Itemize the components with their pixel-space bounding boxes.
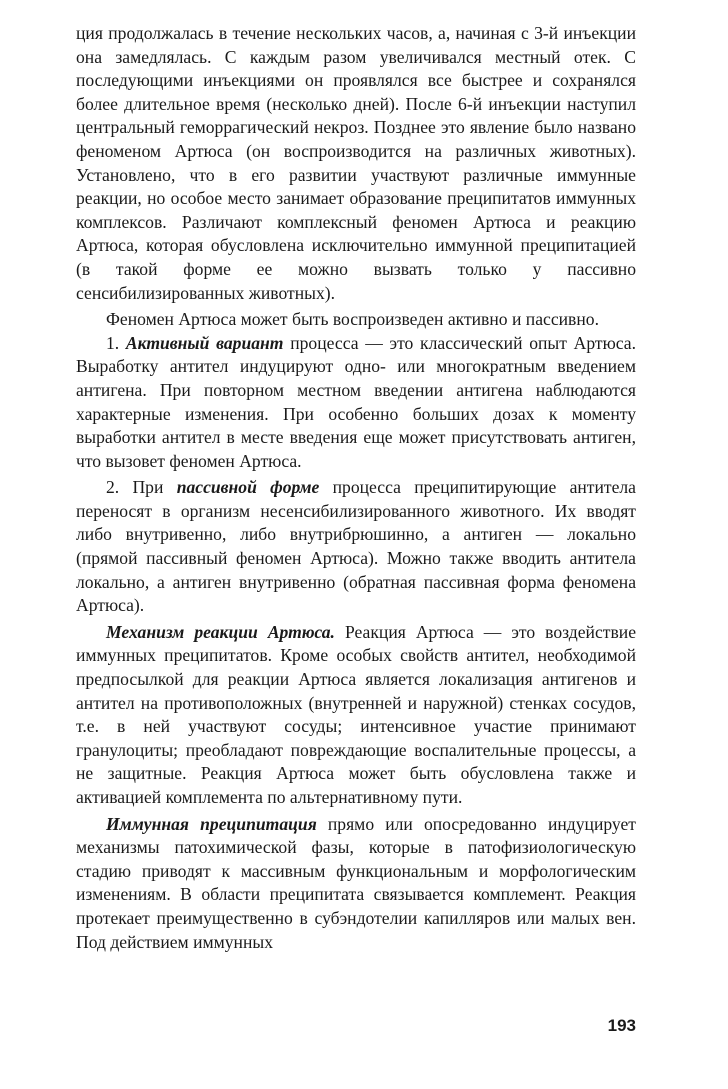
paragraph-text: процесса преципитирующие антитела переносят в организм несенсибилизированного животного. Их вводят либо внутривенно, либо внутрибрюшинно, а антиген — локально (прямой пассивный феномен Артюса). Можно также вводить антитела локально, а антиген внутривенно (обратная пассивная форма феномена Артюса). (76, 477, 636, 616)
paragraph-continuation (76, 22, 636, 305)
paragraph-text: ция продолжалась в течение нескольких часов, а, начиная с 3-й инъекции она замедлялась. С каждым разом увеличивался местный отек. С последующими инъекциями он проявлялся все быстрее и сохранялся более длительное время (несколько дней). После 6-й инъекции наступил центральный геморрагический некроз. Позднее это явление было названо феноменом Артюса (он воспроизводится на различных животных). Установлено, что в его развитии участвуют различные иммунные реакции, но особое место занимает образование преципитатов иммунных комплексов. Различают комплексный феномен Артюса и реакцию Артюса, которая обусловлена исключительно иммунной преципитацией (в такой форме ее можно вызвать только у пассивно сенсибилизированных животных). (76, 23, 636, 303)
emphasis-term: Иммунная преципитация (106, 813, 317, 834)
paragraph-phenomenon-forms (76, 308, 636, 332)
paragraph-text: Феномен Артюса может быть воспроизведен активно и пассивно. (106, 309, 599, 330)
section-heading-inline: Механизм реакции Артюса. (106, 621, 335, 642)
emphasis-term: Активный вариант (125, 332, 284, 353)
page-body (76, 22, 636, 954)
paragraph-text: прямо или опосредованно индуцирует механизмы патохимической фазы, которые в патофизиологическую стадию приводят к массивным функциональным и морфологическим изменениям. В области преципитата связывается комплемент. Реакция протекает преимущественно в субэндотелии капилляров или малых вен. Под действием иммунных (76, 813, 636, 952)
page-number: 193 (607, 1016, 636, 1035)
paragraph-immune-precipitation (76, 813, 636, 955)
paragraph-active-variant (76, 332, 636, 474)
list-number: 1. (106, 332, 126, 353)
emphasis-term: пассивной форме (176, 477, 320, 498)
paragraph-text: процесса — это классический опыт Артюса. Выработку антител индуцируют одно- или многократным введением антигена. При повторном местном введении антигена наблюдаются характерные изменения. При особенно больших дозах к моменту выработки антител в месте введения еще может присутствовать антиген, что вызовет феномен Артюса. (76, 332, 636, 471)
list-number: 2. При (106, 477, 177, 498)
paragraph-text: Реакция Артюса — это воздействие иммунных преципитатов. Кроме особых свойств антител, необходимой предпосылкой для реакции Артюса является локализация антигенов и антител на противоположных (внутренней и наружной) стенках сосудов, т.е. в ней участвуют сосуды; интенсивное участие принимают гранулоциты; преобладают повреждающие воспалительные процессы, а не защитные. Реакция Артюса может быть обусловлена также и активацией комплемента по альтернативному пути. (76, 621, 636, 807)
paragraph-mechanism (76, 621, 636, 810)
paragraph-passive-form (76, 476, 636, 618)
